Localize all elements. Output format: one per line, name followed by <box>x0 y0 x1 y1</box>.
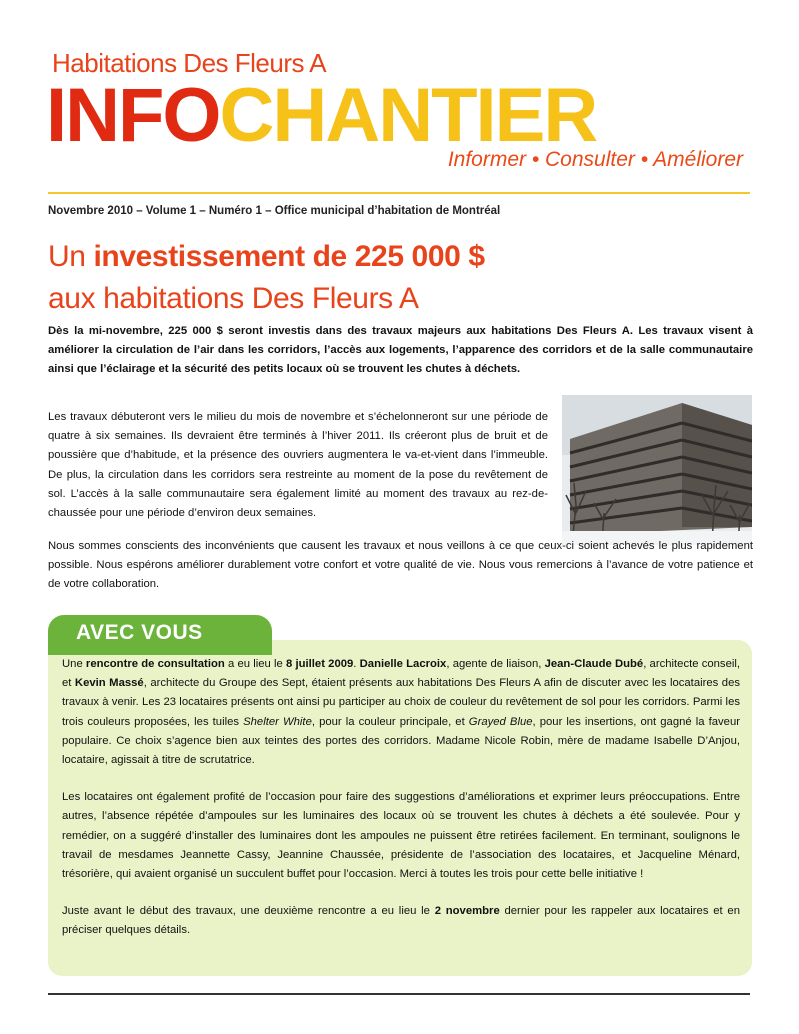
masthead-chantier: CHANTIER <box>219 73 597 158</box>
text-run: , architecte du Groupe des Sept, étaient présents aux habitations Des Fleurs A afin de discuter avec les locataires des travaux à venir. Les 23 locataires présents ont ainsi pu participer au choix de couleur du revêtement de sol pour les corridors. Parmi les trois couleurs proposées, les tuiles <box>62 677 741 728</box>
header-divider <box>48 192 750 194</box>
footer-divider <box>48 993 750 995</box>
body-paragraph-2: Nous sommes conscients des inconvénients que causent les travaux et nous veillons à ce que ceux-ci soient achevés le plus rapidement possible. Nous espérons améliorer durablement votre confort et votre qualité de vie. Nous vous remercions à l’avance de votre patience et de votre collaboration. <box>48 540 753 591</box>
org-name: Habitations Des Fleurs A <box>52 48 327 78</box>
avec-vous-title: AVEC VOUS <box>76 621 203 644</box>
headline-prefix: Un <box>48 240 94 273</box>
text-run: Juste avant le début des travaux, une deuxième rencontre a eu lieu le <box>62 905 435 918</box>
masthead-info: INFO <box>46 73 220 158</box>
text-run: , architecte conseil, et <box>62 658 741 690</box>
text-run: , agente de liaison, <box>446 658 545 670</box>
text-run: Une <box>62 658 86 670</box>
avec-vous-content <box>62 655 740 959</box>
avec-vous-paragraph-2: Les locataires ont également profité de l’occasion pour faire des suggestions d’améliorations et exprimer leurs préoccupations. Entre autres, l’absence répétée d’ampoules sur les luminaires des locaux où se trouvent les chutes à déchets a été soulevée. Pour y remédier, on a suggéré d’installer des luminaires dont les ampoules ne puissent être retirées facilement. En terminant, soulignons le travail de mesdames Jeannette Cassy, Jeannine Chaussée, présidente de l’association des locataires, et Jacqueline Ménard, trésorière, qui avaient organisé un succulent buffet pour l’occasion. Merci à toutes les trois pour cette belle initiative ! <box>62 791 740 881</box>
text-run-italic: Grayed Blue <box>468 715 533 728</box>
avec-vous-paragraph-1 <box>62 655 740 770</box>
issue-line: Novembre 2010 – Volume 1 – Numéro 1 – Office municipal d’habitation de Montréal <box>48 205 501 217</box>
headline-line2: aux habitations Des Fleurs A <box>48 282 419 315</box>
body-paragraph-1: Les travaux débuteront vers le milieu du mois de novembre et s’échelonneront sur une période de quatre à six semaines. Ils devraient être terminés à l’hiver 2011. Ils créeront plus de bruit et de poussière que d’habitude, et la présence des ouvriers augmentera le va-et-vient dans l’immeuble. De plus, la circulation dans les corridors sera restreinte au moment de la pose du revêtement de sol. L’accès à la salle communautaire sera également limité au moment des travaux au rez-de-chaussée pour une période d’environ deux semaines. <box>48 411 548 520</box>
text-run: a eu lieu le <box>224 658 286 670</box>
text-run: . <box>353 658 360 670</box>
text-run-bold: Danielle Lacroix <box>359 658 447 670</box>
headline-strong: investissement de 225 000 $ <box>93 240 485 273</box>
text-run-bold: rencontre de consultation <box>85 658 225 670</box>
text-run-italic: Shelter White <box>243 715 312 728</box>
headline <box>48 236 768 320</box>
text-run-bold: Jean-Claude Dubé <box>544 658 644 670</box>
avec-vous-paragraph-3 <box>62 902 740 940</box>
masthead-title <box>46 73 597 158</box>
text-run-bold: 8 juillet 2009 <box>285 658 354 670</box>
text-run: dernier pour les rappeler aux locataires et en préciser quelques détails. <box>62 905 740 937</box>
text-run-bold: Kevin Massé <box>74 677 144 690</box>
lead-paragraph: Dès la mi-novembre, 225 000 $ seront investis dans des travaux majeurs aux habitations Des Fleurs A. Les travaux visent à améliorer la circulation de l’air dans les corridors, l’accès aux logements, l’apparence des corridors et de la salle communautaire ainsi que l’éclairage et la sécurité des petits locaux où se trouvent les chutes à déchets. <box>48 325 753 375</box>
building-photo <box>562 395 752 545</box>
text-run-bold: 2 novembre <box>434 905 500 918</box>
text-run: , pour les insertions, ont gagné la faveur populaire. Ce choix s’agence bien aux teintes des portes des corridors. Madame Nicole Robin, mère de madame Isabelle D’Anjou, locataire, agissait à titre de scrutatrice. <box>62 715 741 767</box>
tagline: Informer • Consulter • Améliorer <box>447 148 743 171</box>
text-run: , pour la couleur principale, et <box>311 715 469 728</box>
